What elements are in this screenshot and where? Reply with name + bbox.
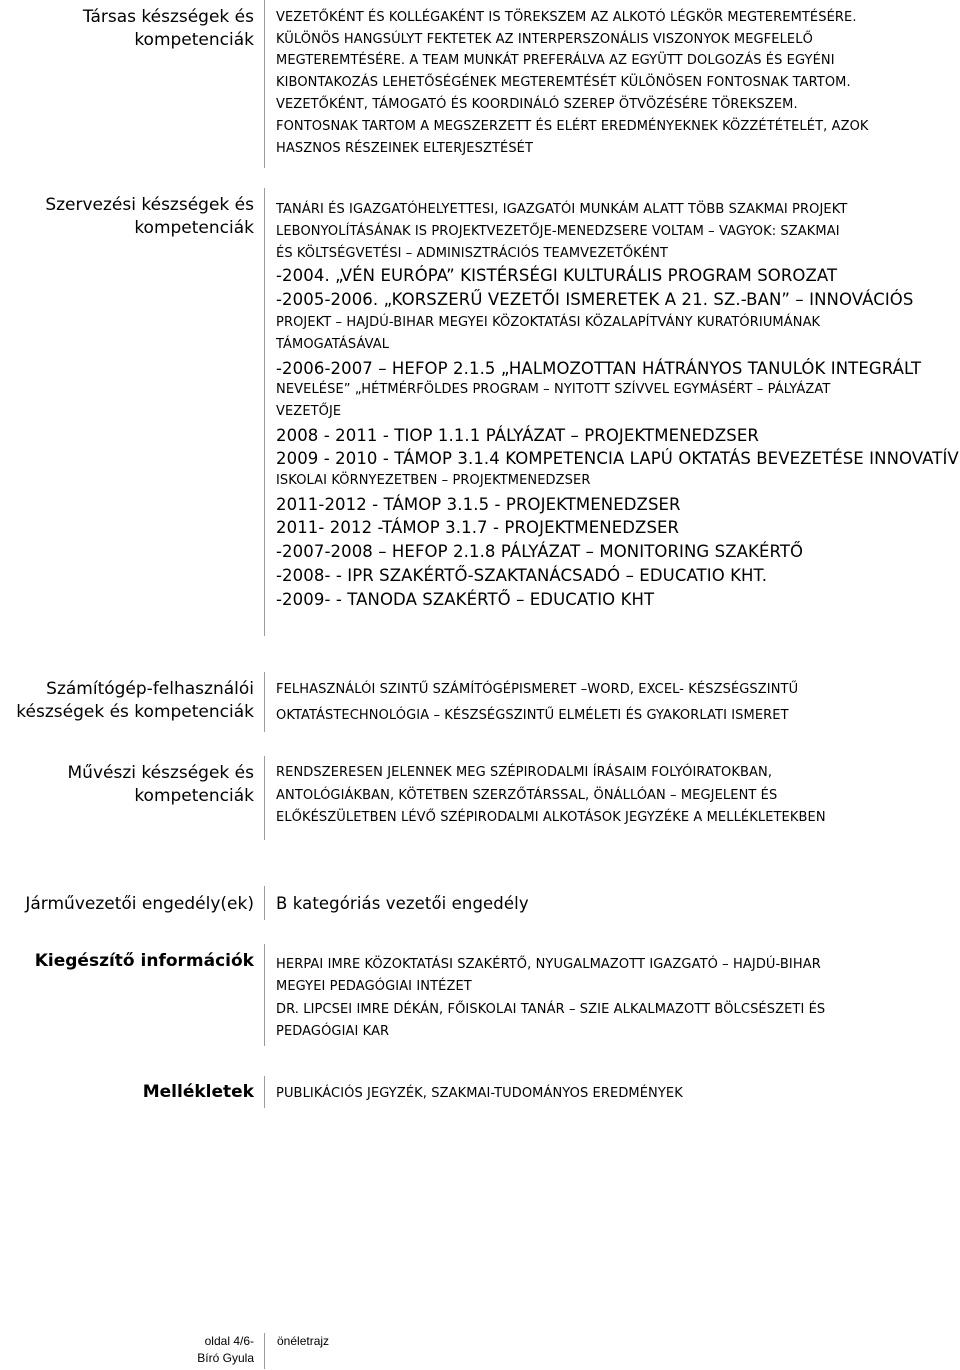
- text-line: FELHASZNÁLÓI SZINTŰ SZÁMÍTÓGÉPISMERET –WORD, EXCEL- KÉSZSÉGSZINTŰ: [276, 682, 799, 697]
- text-line: -2005-2006. „KORSZERŰ VEZETŐI ISMERETEK A 21. SZ.-BAN” – INNOVÁCIÓS: [276, 290, 914, 309]
- text-line: -2004. „VÉN EURÓPA” KISTÉRSÉGI KULTURÁLIS PROGRAM SOROZAT: [276, 266, 838, 285]
- text-line: B kategóriás vezetői engedély: [276, 894, 529, 913]
- text-line: 2011-2012 - TÁMOP 3.1.5 - PROJEKTMENEDZSER: [276, 495, 681, 514]
- text-line: ÉS KÖLTSÉGVETÉSI – ADMINISZTRÁCIÓS TEAMVEZETŐKÉNT: [276, 246, 668, 261]
- text-line: 2011- 2012 -TÁMOP 3.1.7 - PROJEKTMENEDZSER: [276, 518, 680, 537]
- text-line: RENDSZERESEN JELENNEK MEG SZÉPIRODALMI ÍRÁSAIM FOLYÓIRATOKBAN,: [276, 765, 773, 780]
- document-type: önéletrajz: [277, 1334, 330, 1348]
- text-line: MEGTEREMTÉSÉRE. A TEAM MUNKÁT PREFERÁLVA AZ EGYÜTT DOLGOZÁS ÉS EGYÉNI: [276, 53, 835, 68]
- artistic-skills-label: Művészi készségek és kompetenciák: [67, 763, 254, 806]
- text-line: NEVELÉSE” „HÉTMÉRFÖLDES PROGRAM – NYITOTT SZÍVVEL EGYMÁSÉRT – PÁLYÁZAT: [276, 382, 831, 397]
- text-line: VEZETŐKÉNT, TÁMOGATÓ ÉS KOORDINÁLÓ SZEREP ÖTVÖZÉSÉRE TÖREKSZEM.: [276, 97, 798, 112]
- text-line: FONTOSNAK TARTOM A MEGSZERZETT ÉS ELÉRT EREDMÉNYEKNEK KÖZZÉTÉTELÉT, AZOK: [276, 119, 869, 134]
- text-line: HERPAI IMRE KÖZOKTATÁSI SZAKÉRTŐ, NYUGALMAZOTT IGAZGATÓ – HAJDÚ-BIHAR: [276, 957, 821, 972]
- divider-line: [264, 944, 265, 1046]
- computer-skills-label: Számítógép-felhasználói készségek és kompetenciák: [16, 679, 254, 722]
- footer-divider: [264, 1333, 265, 1369]
- divider-line: [264, 1076, 265, 1108]
- divider-line: [264, 672, 265, 732]
- social-skills-label: Társas készségek és kompetenciák: [82, 7, 254, 50]
- text-line: KIBONTAKOZÁS LEHETŐSÉGÉNEK MEGTEREMTÉSÉT KÜLÖNÖSEN FONTOSNAK TARTOM.: [276, 75, 851, 90]
- text-line: TANÁRI ÉS IGAZGATÓHELYETTESI, IGAZGATÓI MUNKÁM ALATT TÖBB SZAKMAI PROJEKT: [276, 202, 848, 217]
- text-line: OKTATÁSTECHNOLÓGIA – KÉSZSÉGSZINTŰ ELMÉLETI ÉS GYAKORLATI ISMERET: [276, 708, 789, 723]
- text-line: ANTOLÓGIÁKBAN, KÖTETBEN SZERZŐTÁRSSAL, ÖNÁLLÓAN – MEGJELENT ÉS: [276, 788, 778, 803]
- text-line: PUBLIKÁCIÓS JEGYZÉK, SZAKMAI-TUDOMÁNYOS EREDMÉNYEK: [276, 1086, 683, 1101]
- divider-line: [264, 756, 265, 840]
- page-number: oldal 4/6-: [204, 1334, 254, 1348]
- text-line: DR. LIPCSEI IMRE DÉKÁN, FŐISKOLAI TANÁR – SZIE ALKALMAZOTT BÖLCSÉSZETI ÉS: [276, 1002, 826, 1017]
- text-line: MEGYEI PEDAGÓGIAI INTÉZET: [276, 979, 472, 994]
- text-line: TÁMOGATÁSÁVAL: [276, 337, 390, 352]
- footer-left: [197, 1333, 254, 1367]
- text-line: -2009- - TANODA SZAKÉRTŐ – EDUCATIO KHT: [276, 590, 655, 609]
- text-line: -2007-2008 – HEFOP 2.1.8 PÁLYÁZAT – MONITORING SZAKÉRTŐ: [276, 542, 804, 561]
- text-line: -2008- - IPR SZAKÉRTŐ-SZAKTANÁCSADÓ – EDUCATIO KHT.: [276, 566, 768, 585]
- text-line: HASZNOS RÉSZEINEK ELTERJESZTÉSÉT: [276, 141, 534, 156]
- divider-line: [264, 886, 265, 920]
- text-line: LEBONYOLÍTÁSÁNAK IS PROJEKTVEZETŐJE-MENEDZSERE VOLTAM – VAGYOK: SZAKMAI: [276, 224, 840, 239]
- text-line: VEZETŐJE: [276, 404, 342, 419]
- text-line: 2009 - 2010 - TÁMOP 3.1.4 KOMPETENCIA LAPÚ OKTATÁS BEVEZETÉSE INNOVATÍV: [276, 449, 959, 468]
- author-name: Bíró Gyula: [197, 1351, 254, 1365]
- text-line: 2008 - 2011 - TIOP 1.1.1 PÁLYÁZAT – PROJEKTMENEDZSER: [276, 426, 759, 445]
- additional-info-label: Kiegészítő információk: [34, 951, 254, 971]
- annexes-label: Mellékletek: [142, 1082, 254, 1102]
- divider-line: [264, 188, 265, 636]
- text-line: ISKOLAI KÖRNYEZETBEN – PROJEKTMENEDZSER: [276, 473, 591, 488]
- organizational-skills-label: Szervezési készségek és kompetenciák: [45, 195, 254, 238]
- text-line: VEZETŐKÉNT ÉS KOLLÉGAKÉNT IS TÖREKSZEM AZ ALKOTÓ LÉGKÖR MEGTEREMTÉSÉRE.: [276, 10, 857, 25]
- text-line: PEDAGÓGIAI KAR: [276, 1024, 390, 1039]
- text-line: ELŐKÉSZÜLETBEN LÉVŐ SZÉPIRODALMI ALKOTÁSOK JEGYZÉKE A MELLÉKLETEKBEN: [276, 810, 826, 825]
- text-line: -2006-2007 – HEFOP 2.1.5 „HALMOZOTTAN HÁTRÁNYOS TANULÓK INTEGRÁLT: [276, 359, 922, 378]
- text-line: KÜLÖNÖS HANGSÚLYT FEKTETEK AZ INTERPERSZONÁLIS VISZONYOK MEGFELELŐ: [276, 32, 813, 47]
- text-line: PROJEKT – HAJDÚ-BIHAR MEGYEI KÖZOKTATÁSI KÖZALAPÍTVÁNY KURATÓRIUMÁNAK: [276, 315, 821, 330]
- driving-licence-label: Járművezetői engedély(ek): [25, 894, 254, 914]
- divider-line: [264, 0, 265, 168]
